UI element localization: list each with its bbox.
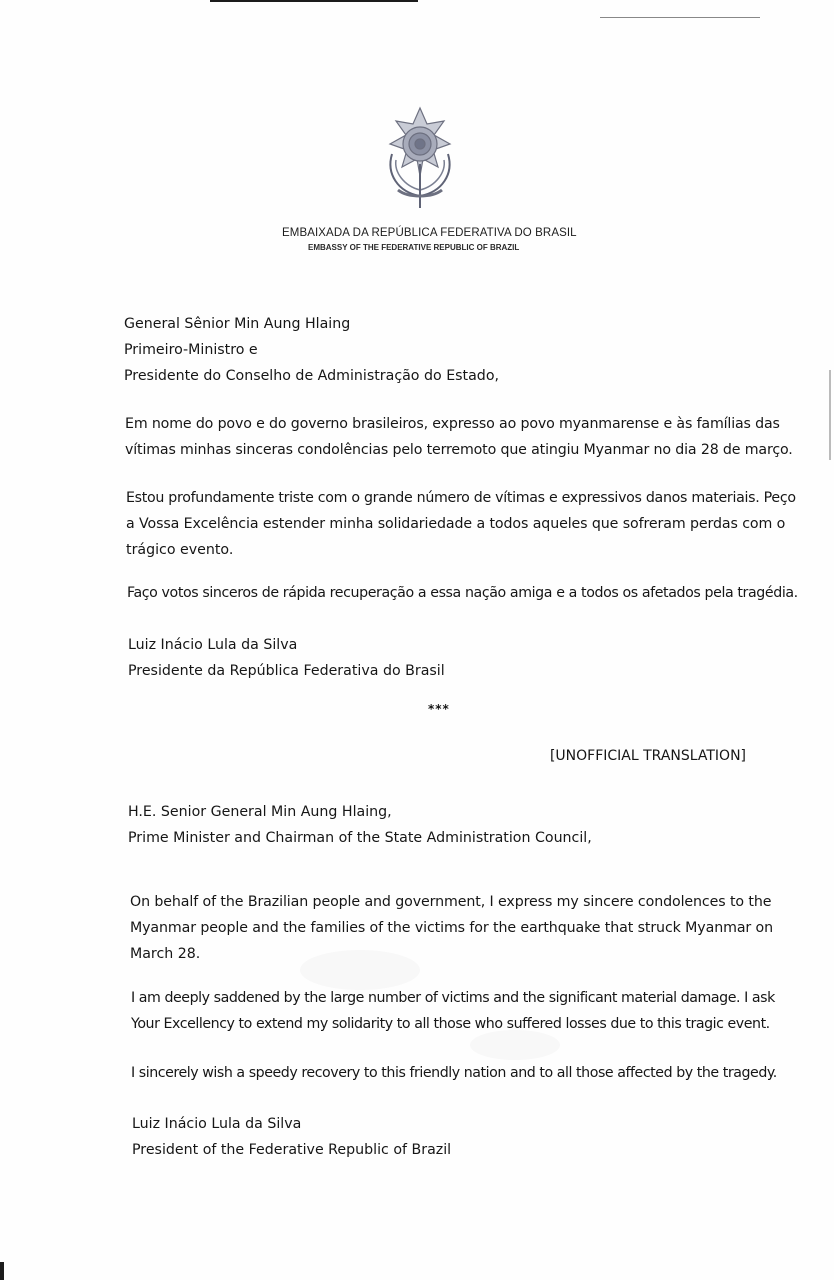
paragraph-condolences-english — [130, 889, 774, 967]
scan-edge-line — [829, 370, 831, 460]
paragraph-solidarity-portuguese — [126, 485, 796, 563]
paragraph-line: vítimas minhas sinceras condolências pelo terremoto que atingiu Myanmar no dia 28 de março. — [125, 442, 793, 458]
paragraph-line: Myanmar people and the families of the victims for the earthquake that struck Myanmar on — [130, 920, 774, 936]
paragraph-line: On behalf of the Brazilian people and government, I express my sincere condolences to the — [130, 894, 772, 910]
signature-english — [132, 1111, 451, 1163]
brazil-coat-of-arms-icon — [380, 104, 460, 212]
paragraph-line: trágico evento. — [126, 542, 234, 558]
scan-edge-line — [210, 0, 418, 2]
paragraph-recovery-portuguese — [127, 580, 798, 606]
section-separator: *** — [428, 702, 450, 716]
embassy-name-portuguese: EMBAIXADA DA REPÚBLICA FEDERATIVA DO BRASIL — [282, 227, 577, 239]
scan-edge-line — [600, 17, 760, 18]
translation-note: [UNOFFICIAL TRANSLATION] — [549, 748, 746, 764]
signatory-name: Luiz Inácio Lula da Silva — [132, 1116, 302, 1132]
paragraph-saddened-english — [131, 985, 775, 1037]
addressee-english — [128, 799, 592, 851]
addressee-line: Primeiro-Ministro e — [124, 342, 258, 358]
paragraph-line: Em nome do povo e do governo brasileiros, expresso ao povo myanmarense e às famílias das — [125, 416, 780, 432]
paragraph-line: March 28. — [130, 946, 201, 962]
paragraph-line: Faço votos sinceros de rápida recuperação a essa nação amiga e a todos os afetados pela tragédia. — [127, 585, 798, 601]
paragraph-line: a Vossa Excelência estender minha solidariedade a todos aqueles que sofreram perdas com o — [126, 516, 786, 532]
scan-edge-line — [0, 1262, 4, 1280]
signatory-name: Luiz Inácio Lula da Silva — [128, 637, 298, 653]
paragraph-condolences-portuguese — [125, 411, 793, 463]
embassy-name-english: EMBASSY OF THE FEDERATIVE REPUBLIC OF BRAZIL — [308, 243, 520, 252]
addressee-line: Presidente do Conselho de Administração do Estado, — [124, 368, 500, 384]
paragraph-line: I sincerely wish a speedy recovery to this friendly nation and to all those affected by the tragedy. — [131, 1065, 777, 1081]
paragraph-line: Your Excellency to extend my solidarity to all those who suffered losses due to this tragic event. — [131, 1016, 770, 1032]
paragraph-line: Estou profundamente triste com o grande número de vítimas e expressivos danos materiais. Peço — [126, 490, 796, 506]
signature-portuguese — [128, 632, 445, 684]
signatory-title: Presidente da República Federativa do Brasil — [128, 663, 445, 679]
addressee-portuguese — [124, 311, 499, 389]
addressee-line: H.E. Senior General Min Aung Hlaing, — [128, 804, 392, 820]
paragraph-recovery-english — [131, 1060, 777, 1086]
addressee-line: General Sênior Min Aung Hlaing — [124, 316, 351, 332]
paragraph-line: I am deeply saddened by the large number of victims and the significant material damage. I ask — [131, 990, 775, 1006]
addressee-line: Prime Minister and Chairman of the State Administration Council, — [128, 830, 592, 846]
signatory-title: President of the Federative Republic of Brazil — [132, 1142, 452, 1158]
